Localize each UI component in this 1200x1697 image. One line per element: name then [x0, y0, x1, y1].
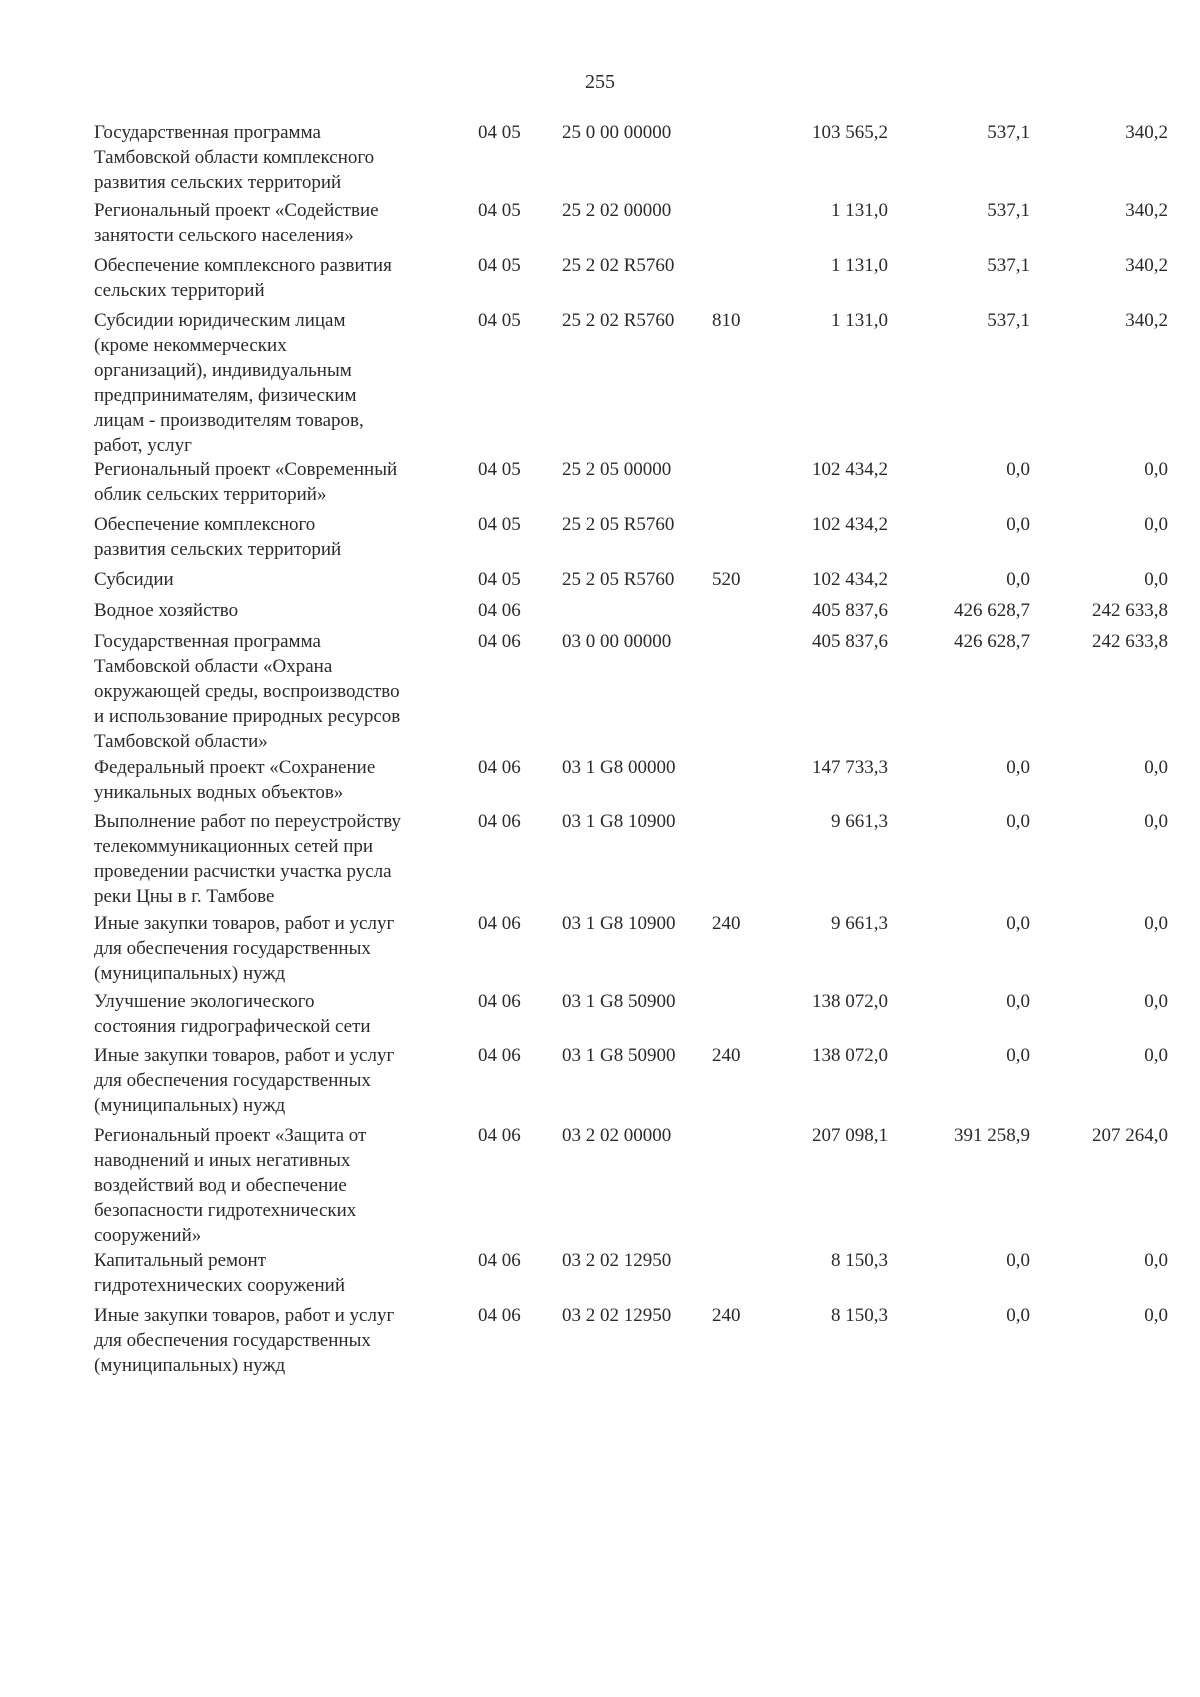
row-amount-year-3: 0,0	[1144, 569, 1168, 590]
row-amount-year-1: 207 098,1	[812, 1125, 888, 1146]
row-amount-year-3: 0,0	[1144, 1305, 1168, 1326]
row-name: Водное хозяйство	[94, 600, 239, 621]
row-amount-year-2: 537,1	[987, 122, 1030, 143]
row-section-code: 04 05	[478, 459, 521, 480]
row-expense-type: 810	[712, 310, 741, 331]
row-name: Государственная программа Тамбовской области комплексного развития сельских территорий	[94, 122, 375, 193]
row-section-code: 04 05	[478, 200, 521, 221]
row-section-code: 04 06	[478, 1250, 521, 1271]
row-target-article: 25 0 00 00000	[562, 122, 672, 143]
row-amount-year-3: 0,0	[1144, 459, 1168, 480]
row-amount-year-2: 0,0	[1006, 514, 1030, 535]
row-name: Региональный проект «Содействие занятости сельского населения»	[94, 200, 379, 246]
row-target-article: 25 2 02 R5760	[562, 310, 675, 331]
row-section-code: 04 06	[478, 1045, 521, 1066]
row-amount-year-1: 405 837,6	[812, 631, 888, 652]
row-section-code: 04 06	[478, 913, 521, 934]
row-amount-year-1: 102 434,2	[812, 514, 888, 535]
row-amount-year-2: 0,0	[1006, 569, 1030, 590]
row-amount-year-3: 0,0	[1144, 757, 1168, 778]
row-target-article: 25 2 05 R5760	[562, 514, 675, 535]
row-amount-year-2: 0,0	[1006, 913, 1030, 934]
row-amount-year-1: 1 131,0	[831, 255, 888, 276]
row-target-article: 03 0 00 00000	[562, 631, 672, 652]
row-amount-year-3: 0,0	[1144, 811, 1168, 832]
row-name: Обеспечение комплексного развития сельских территорий	[94, 514, 342, 560]
row-amount-year-1: 9 661,3	[831, 913, 888, 934]
row-target-article: 25 2 02 R5760	[562, 255, 675, 276]
row-section-code: 04 05	[478, 310, 521, 331]
row-amount-year-3: 0,0	[1144, 913, 1168, 934]
row-amount-year-1: 405 837,6	[812, 600, 888, 621]
row-target-article: 25 2 05 00000	[562, 459, 672, 480]
row-amount-year-2: 0,0	[1006, 757, 1030, 778]
row-section-code: 04 06	[478, 1305, 521, 1326]
row-target-article: 03 1 G8 10900	[562, 913, 676, 934]
row-amount-year-2: 0,0	[1006, 1045, 1030, 1066]
row-amount-year-3: 340,2	[1125, 200, 1168, 221]
row-name: Капитальный ремонт гидротехнических сооружений	[94, 1250, 345, 1296]
row-target-article: 03 2 02 00000	[562, 1125, 672, 1146]
row-amount-year-1: 147 733,3	[812, 757, 888, 778]
row-amount-year-1: 102 434,2	[812, 569, 888, 590]
row-name: Региональный проект «Защита от наводнений и иных негативных воздействий вод и обеспечение безопасности гидротехнических сооружений»	[94, 1125, 367, 1246]
row-amount-year-3: 340,2	[1125, 255, 1168, 276]
row-amount-year-2: 0,0	[1006, 811, 1030, 832]
row-amount-year-3: 0,0	[1144, 1045, 1168, 1066]
row-amount-year-1: 138 072,0	[812, 1045, 888, 1066]
row-amount-year-3: 0,0	[1144, 991, 1168, 1012]
row-name: Иные закупки товаров, работ и услуг для обеспечения государственных (муниципальных) нужд	[94, 1045, 395, 1116]
row-amount-year-2: 426 628,7	[954, 600, 1030, 621]
row-amount-year-1: 1 131,0	[831, 310, 888, 331]
row-section-code: 04 05	[478, 255, 521, 276]
row-expense-type: 520	[712, 569, 741, 590]
row-section-code: 04 05	[478, 122, 521, 143]
row-section-code: 04 05	[478, 514, 521, 535]
row-expense-type: 240	[712, 913, 741, 934]
row-amount-year-1: 102 434,2	[812, 459, 888, 480]
row-amount-year-3: 0,0	[1144, 514, 1168, 535]
row-name: Обеспечение комплексного развития сельских территорий	[94, 255, 392, 301]
row-amount-year-2: 0,0	[1006, 991, 1030, 1012]
row-section-code: 04 06	[478, 991, 521, 1012]
row-amount-year-3: 242 633,8	[1092, 631, 1168, 652]
row-name: Региональный проект «Современный облик сельских территорий»	[94, 459, 398, 505]
row-name: Выполнение работ по переустройству телекоммуникационных сетей при проведении расчистки участка русла реки Цны в г. Тамбове	[94, 811, 402, 907]
row-section-code: 04 06	[478, 811, 521, 832]
page-number: 255	[585, 71, 615, 93]
row-amount-year-2: 0,0	[1006, 459, 1030, 480]
row-target-article: 03 1 G8 50900	[562, 991, 676, 1012]
row-amount-year-3: 340,2	[1125, 310, 1168, 331]
row-name: Иные закупки товаров, работ и услуг для обеспечения государственных (муниципальных) нужд	[94, 913, 395, 984]
row-name: Улучшение экологического состояния гидрографической сети	[94, 991, 371, 1037]
row-section-code: 04 06	[478, 1125, 521, 1146]
row-expense-type: 240	[712, 1045, 741, 1066]
row-amount-year-2: 0,0	[1006, 1305, 1030, 1326]
row-name: Субсидии юридическим лицам (кроме некоммерческих организаций), индивидуальным предпринимателям, физическим лицам - производителям товаров, работ, услуг	[94, 310, 364, 456]
row-amount-year-1: 8 150,3	[831, 1305, 888, 1326]
row-name: Федеральный проект «Сохранение уникальных водных объектов»	[94, 757, 376, 803]
row-target-article: 25 2 02 00000	[562, 200, 672, 221]
row-amount-year-2: 0,0	[1006, 1250, 1030, 1271]
row-amount-year-3: 242 633,8	[1092, 600, 1168, 621]
row-amount-year-3: 340,2	[1125, 122, 1168, 143]
row-amount-year-3: 207 264,0	[1092, 1125, 1168, 1146]
row-target-article: 03 2 02 12950	[562, 1250, 672, 1271]
row-target-article: 03 1 G8 10900	[562, 811, 676, 832]
row-amount-year-2: 537,1	[987, 310, 1030, 331]
row-amount-year-1: 138 072,0	[812, 991, 888, 1012]
row-amount-year-1: 1 131,0	[831, 200, 888, 221]
row-name: Субсидии	[94, 569, 174, 590]
row-amount-year-1: 9 661,3	[831, 811, 888, 832]
row-section-code: 04 05	[478, 569, 521, 590]
row-target-article: 03 1 G8 50900	[562, 1045, 676, 1066]
row-name: Государственная программа Тамбовской области «Охрана окружающей среды, воспроизводство и использование природных ресурсов Тамбовской области»	[94, 631, 401, 752]
row-section-code: 04 06	[478, 600, 521, 621]
row-amount-year-1: 8 150,3	[831, 1250, 888, 1271]
row-amount-year-2: 537,1	[987, 255, 1030, 276]
row-amount-year-2: 391 258,9	[954, 1125, 1030, 1146]
row-amount-year-2: 537,1	[987, 200, 1030, 221]
row-target-article: 03 2 02 12950	[562, 1305, 672, 1326]
row-target-article: 03 1 G8 00000	[562, 757, 676, 778]
row-amount-year-2: 426 628,7	[954, 631, 1030, 652]
row-section-code: 04 06	[478, 757, 521, 778]
row-amount-year-1: 103 565,2	[812, 122, 888, 143]
row-expense-type: 240	[712, 1305, 741, 1326]
row-name: Иные закупки товаров, работ и услуг для обеспечения государственных (муниципальных) нужд	[94, 1305, 395, 1376]
row-section-code: 04 06	[478, 631, 521, 652]
row-amount-year-3: 0,0	[1144, 1250, 1168, 1271]
row-target-article: 25 2 05 R5760	[562, 569, 675, 590]
